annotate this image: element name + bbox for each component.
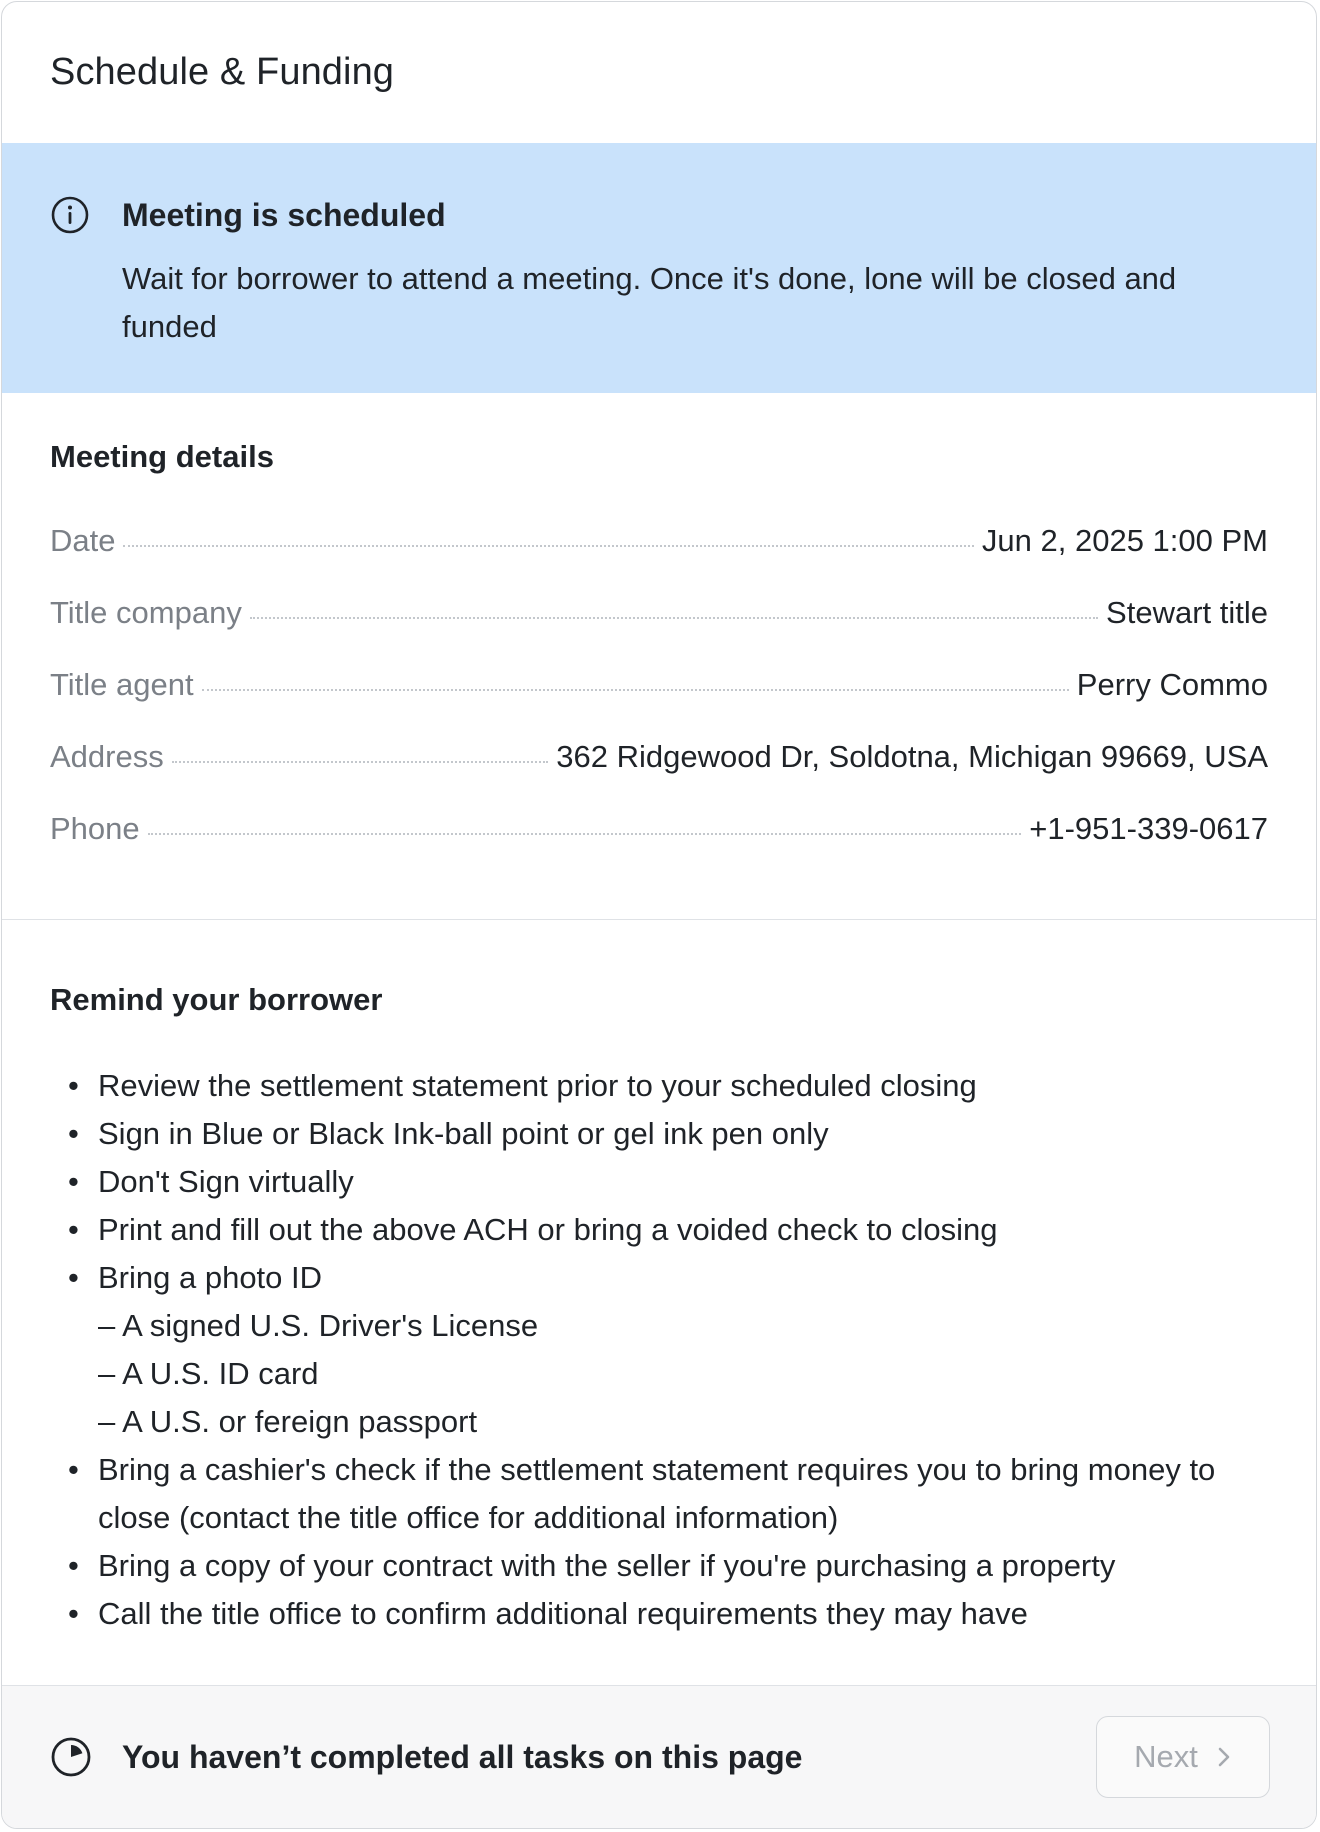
progress-pie-icon (50, 1736, 92, 1778)
list-item-text: – A U.S. ID card (98, 1356, 319, 1391)
bullet: • (68, 1548, 79, 1583)
list-item (50, 1158, 1268, 1206)
detail-row-phone (50, 809, 1268, 881)
list-sub-item (50, 1398, 1268, 1446)
list-item (50, 1446, 1268, 1542)
footer-status-text: You haven’t completed all tasks on this page (122, 1738, 803, 1775)
list-item-text: – A U.S. or fereign passport (98, 1404, 478, 1439)
list-item-text: Bring a copy of your contract with the seller if you're purchasing a property (98, 1548, 1116, 1583)
schedule-funding-card (1, 1, 1317, 1829)
bullet: • (68, 1164, 79, 1199)
card-header (2, 2, 1316, 143)
detail-value: Jun 2, 2025 1:00 PM (981, 523, 1268, 558)
banner-content (122, 195, 1262, 393)
detail-row-date (50, 521, 1268, 593)
dotted-leader (148, 833, 1022, 835)
meeting-details-section (2, 393, 1316, 920)
detail-value: 362 Ridgewood Dr, Soldotna, Michigan 99669, USA (556, 739, 1268, 774)
detail-value: +1-951-339-0617 (1029, 811, 1268, 846)
dotted-leader (202, 689, 1069, 691)
list-item (50, 1206, 1268, 1254)
list-item (50, 1254, 1268, 1302)
detail-row-title-company (50, 593, 1268, 665)
bullet: • (68, 1212, 79, 1247)
remind-borrower-section (2, 920, 1316, 1686)
list-item-text: – A signed U.S. Driver's License (98, 1308, 539, 1343)
meeting-details-title: Meeting details (50, 439, 274, 474)
list-sub-item (50, 1350, 1268, 1398)
bullet: • (68, 1260, 79, 1295)
detail-value: Stewart title (1106, 595, 1268, 630)
dotted-leader (123, 545, 973, 547)
bullet: • (68, 1452, 79, 1487)
list-item (50, 1062, 1268, 1110)
detail-label: Title agent (50, 667, 194, 702)
page-title: Schedule & Funding (50, 51, 395, 93)
list-item (50, 1110, 1268, 1158)
banner-title: Meeting is scheduled (122, 197, 446, 233)
list-item-text: Don't Sign virtually (98, 1164, 354, 1199)
dotted-leader (250, 617, 1098, 619)
bullet: • (68, 1068, 79, 1103)
dotted-leader (172, 761, 549, 763)
banner-text: Wait for borrower to attend a meeting. Once it's done, lone will be closed and funded (122, 261, 1177, 344)
detail-row-title-agent (50, 665, 1268, 737)
list-item-text: Bring a photo ID (98, 1260, 323, 1295)
detail-value: Perry Commo (1076, 667, 1268, 702)
list-item-text: Bring a cashier's check if the settlement statement requires you to bring money to close (contact the title office for additional information) (98, 1452, 1216, 1535)
list-sub-item (50, 1302, 1268, 1350)
card-footer (2, 1685, 1316, 1828)
list-item-text: Review the settlement statement prior to your scheduled closing (98, 1068, 977, 1103)
info-icon (50, 195, 90, 235)
next-button[interactable] (1096, 1716, 1270, 1798)
remind-borrower-title: Remind your borrower (50, 982, 383, 1017)
detail-label: Phone (50, 811, 140, 846)
reminder-list (50, 1062, 1268, 1638)
detail-label: Date (50, 523, 116, 558)
detail-label: Address (50, 739, 164, 774)
list-item-text: Call the title office to confirm additional requirements they may have (98, 1596, 1028, 1631)
list-item (50, 1542, 1268, 1590)
list-item-text: Sign in Blue or Black Ink-ball point or gel ink pen only (98, 1116, 829, 1151)
bullet: • (68, 1116, 79, 1151)
next-button-label: Next (1134, 1739, 1198, 1774)
info-banner (2, 143, 1316, 393)
bullet: • (68, 1596, 79, 1631)
list-item-text: Print and fill out the above ACH or bring a voided check to closing (98, 1212, 998, 1247)
chevron-right-icon (1216, 1745, 1232, 1769)
list-item (50, 1590, 1268, 1638)
meeting-details-rows (50, 521, 1268, 881)
detail-label: Title company (50, 595, 242, 630)
detail-row-address (50, 737, 1268, 809)
